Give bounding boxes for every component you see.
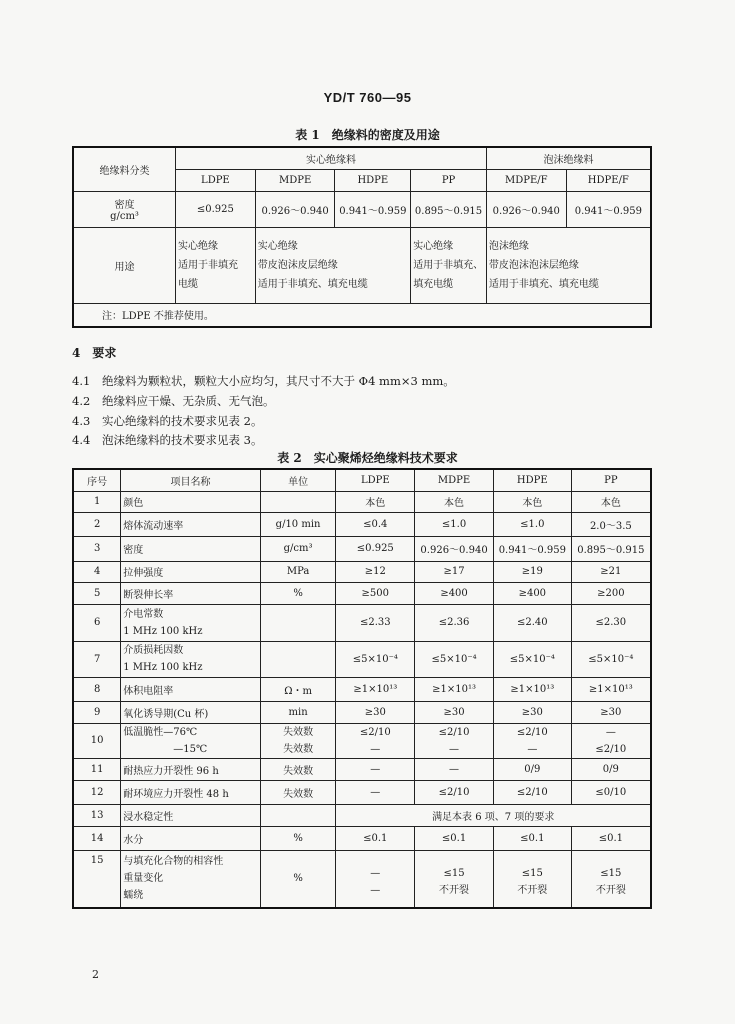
- t1-density-label: [73, 191, 176, 227]
- t2-cell: 颜色: [121, 491, 261, 512]
- t2-cell: %: [260, 850, 336, 908]
- t2-cell: 4: [73, 561, 121, 582]
- t2-cell: [415, 850, 494, 908]
- t2-cell: [260, 641, 336, 677]
- t2-cell: 5: [73, 582, 121, 604]
- t2-cell: 3: [73, 536, 121, 561]
- table-row: [73, 723, 651, 758]
- t2-header-num: 序号: [73, 469, 121, 491]
- t2-cell-merged: 满足本表 6 项、7 项的要求: [336, 804, 651, 826]
- t2-cell: ≤2.33: [336, 604, 415, 641]
- table2-caption: 表 2 实心聚烯烃绝缘料技术要求: [277, 451, 458, 465]
- t2-header-ldpe: LDPE: [336, 469, 415, 491]
- requirement-num: 4.1: [72, 374, 91, 388]
- t2-cell: [336, 723, 415, 758]
- t2-cell: 本色: [336, 491, 415, 512]
- t2-header-hdpe: HDPE: [493, 469, 571, 491]
- t2-cell: 浸水稳定性: [121, 804, 261, 826]
- t2-cell-line: 介质损耗因数: [123, 645, 184, 656]
- table-row: [73, 582, 651, 604]
- t1-density-hdpe-f: 0.941～0.959: [566, 191, 651, 227]
- t2-cell-line: 失效数: [283, 743, 314, 755]
- t2-cell: [336, 850, 415, 908]
- t2-cell: ≤0.1: [415, 826, 494, 850]
- t2-cell: 2: [73, 512, 121, 536]
- t2-cell: ≥400: [415, 582, 494, 604]
- t2-cell-line: —: [370, 743, 381, 755]
- t2-cell: [415, 723, 494, 758]
- t2-cell-line: ≤15: [521, 867, 543, 879]
- t2-cell-line: 失效数: [283, 726, 314, 738]
- t2-cell: 0.941～0.959: [493, 536, 571, 561]
- table-row: [73, 677, 651, 701]
- table-row: [73, 561, 651, 582]
- t2-cell-line: —: [370, 867, 381, 879]
- t1-usage-pp-line: 适用于非填充、: [413, 259, 484, 271]
- t2-cell: [260, 604, 336, 641]
- t2-cell: Ω・m: [260, 677, 336, 701]
- table-row: [73, 758, 651, 780]
- t2-cell: 9: [73, 701, 121, 723]
- t2-cell: 0.895～0.915: [571, 536, 651, 561]
- t1-note: 注：LDPE 不推荐使用。: [73, 303, 651, 327]
- t2-cell-line: 介电常数: [123, 608, 164, 620]
- requirement-item: [72, 413, 262, 429]
- t2-cell-line: 不开裂: [595, 884, 626, 896]
- t2-cell: ≥1×10¹³: [336, 677, 415, 701]
- t2-header-mdpe: MDPE: [415, 469, 494, 491]
- t2-cell: 耐环境应力开裂性 48 h: [121, 780, 261, 804]
- t2-cell: [260, 723, 336, 758]
- t2-cell: 体积电阻率: [121, 677, 261, 701]
- table-row: [73, 604, 651, 641]
- t2-cell: ≤1.0: [415, 512, 494, 536]
- t2-cell: ≥1×10¹³: [415, 677, 494, 701]
- t1-usage-ldpe-line: 电缆: [178, 278, 199, 290]
- t2-cell: ≥1×10¹³: [493, 677, 571, 701]
- t2-cell: 本色: [493, 491, 571, 512]
- t2-cell: 15: [73, 850, 121, 908]
- t2-cell: ≥400: [493, 582, 571, 604]
- t1-usage-ldpe-line: 适用于非填充: [178, 259, 239, 271]
- t2-cell: 0.926～0.940: [415, 536, 494, 561]
- t2-cell: 0/9: [493, 758, 571, 780]
- t2-cell: ≤2.36: [415, 604, 494, 641]
- t2-cell-line: —: [527, 743, 538, 755]
- t2-cell: ≥12: [336, 561, 415, 582]
- table-row: [73, 804, 651, 826]
- t2-cell-line: —15℃: [173, 743, 208, 755]
- t1-usage-pp-line: 填充电缆: [413, 278, 454, 290]
- t2-cell: 本色: [571, 491, 651, 512]
- t2-cell-line: ≤15: [600, 867, 622, 879]
- requirement-text: 泡沫绝缘料的技术要求见表 3。: [102, 433, 263, 447]
- table1-caption: 表 1 绝缘料的密度及用途: [295, 128, 440, 142]
- t2-cell: ≤0.1: [493, 826, 571, 850]
- t1-usage-foam: [486, 227, 651, 303]
- t2-cell: ≤0.1: [336, 826, 415, 850]
- requirement-item: [72, 432, 262, 448]
- t2-cell: ≥30: [336, 701, 415, 723]
- t2-cell: 熔体流动速率: [121, 512, 261, 536]
- t1-usage-foam-line: 带皮泡沫泡沫层绝缘: [488, 259, 579, 271]
- t2-cell: 2.0～3.5: [571, 512, 651, 536]
- t2-cell: [493, 723, 571, 758]
- t2-cell: 断裂伸长率: [121, 582, 261, 604]
- t2-cell: ≤0.1: [571, 826, 651, 850]
- table-row: [73, 512, 651, 536]
- t2-cell: ≤5×10⁻⁴: [415, 641, 494, 677]
- t2-cell: min: [260, 701, 336, 723]
- t2-cell-line: ≤15: [443, 867, 465, 879]
- t1-usage-pp: [411, 227, 487, 303]
- table1: [72, 146, 652, 328]
- t2-cell: ≥19: [493, 561, 571, 582]
- requirement-item: [72, 373, 455, 389]
- t2-cell: MPa: [260, 561, 336, 582]
- t2-cell-line: —: [449, 743, 460, 755]
- t2-cell-line: ≤2/10: [438, 726, 470, 738]
- t2-cell: ≤2/10: [493, 780, 571, 804]
- t1-col-hdpe: HDPE: [335, 169, 411, 191]
- t2-cell: —: [336, 780, 415, 804]
- t2-cell-line: 低温脆性—76℃: [123, 726, 198, 738]
- t2-cell: 7: [73, 641, 121, 677]
- t2-cell: 0/9: [571, 758, 651, 780]
- table-row: [73, 826, 651, 850]
- t2-cell: ≤5×10⁻⁴: [571, 641, 651, 677]
- t1-density-pp: 0.895～0.915: [411, 191, 487, 227]
- t2-cell: ≥30: [493, 701, 571, 723]
- t2-cell-line: ≤2/10: [595, 743, 627, 755]
- t2-cell: ≤1.0: [493, 512, 571, 536]
- section4-title: 4 要求: [72, 346, 117, 360]
- table-row: [73, 780, 651, 804]
- t2-cell-line: 不开裂: [517, 884, 548, 896]
- t1-category-header: 绝缘料分类: [73, 147, 176, 191]
- t2-cell: ≥21: [571, 561, 651, 582]
- t2-cell: [260, 491, 336, 512]
- t1-density-hdpe: 0.941～0.959: [335, 191, 411, 227]
- table-row: [73, 641, 651, 677]
- t2-cell: [121, 641, 261, 677]
- t2-cell: 失效数: [260, 780, 336, 804]
- t2-cell: 13: [73, 804, 121, 826]
- t2-cell: [571, 723, 651, 758]
- t2-cell-line: ≤2/10: [516, 726, 548, 738]
- t2-cell: 失效数: [260, 758, 336, 780]
- t2-cell: g/cm³: [260, 536, 336, 561]
- t1-density-label-name: 密度: [114, 200, 135, 211]
- t2-cell-line: 1 MHz 100 kHz: [123, 625, 203, 637]
- t2-cell: ≤2/10: [415, 780, 494, 804]
- t2-cell: 本色: [415, 491, 494, 512]
- t2-cell: 耐热应力开裂性 96 h: [121, 758, 261, 780]
- t2-cell-line: ≤2/10: [359, 726, 391, 738]
- requirement-text: 绝缘料应干燥、无杂质、无气泡。: [102, 394, 275, 408]
- t2-cell: ≥200: [571, 582, 651, 604]
- t2-cell: —: [415, 758, 494, 780]
- t2-header-pp: PP: [571, 469, 651, 491]
- t1-foam-header: 泡沫绝缘料: [486, 147, 651, 169]
- t1-usage-ldpe-line: 实心绝缘: [178, 240, 219, 252]
- table-row: [73, 491, 651, 512]
- t2-cell-line: 与填充化合物的相容性: [123, 856, 224, 868]
- t2-cell: ≤5×10⁻⁴: [493, 641, 571, 677]
- t1-usage-pp-line: 实心绝缘: [413, 240, 454, 252]
- t2-cell: g/10 min: [260, 512, 336, 536]
- t2-cell-line: 1 MHz 100 kHz: [123, 662, 203, 673]
- t2-cell: 10: [73, 723, 121, 758]
- t1-usage-foam-line: 适用于非填充、填充电缆: [488, 278, 599, 290]
- t2-cell: [260, 804, 336, 826]
- t1-usage-mdpe-hdpe-line: 带皮泡沫皮层绝缘: [257, 259, 338, 271]
- table-row: [73, 536, 651, 561]
- t1-usage-mdpe-hdpe-line: 实心绝缘: [257, 240, 298, 252]
- t2-cell: ≤2.40: [493, 604, 571, 641]
- t2-cell: 14: [73, 826, 121, 850]
- t2-cell: 6: [73, 604, 121, 641]
- t2-header-name: 项目名称: [121, 469, 261, 491]
- t2-cell: [493, 850, 571, 908]
- t2-cell: ≥30: [571, 701, 651, 723]
- t2-cell: ≤5×10⁻⁴: [336, 641, 415, 677]
- t2-header-unit: 单位: [260, 469, 336, 491]
- t2-cell: [571, 850, 651, 908]
- table2: [72, 468, 652, 909]
- t2-cell: 1: [73, 491, 121, 512]
- t2-cell: ≥1×10¹³: [571, 677, 651, 701]
- requirement-num: 4.4: [72, 433, 91, 447]
- t1-usage-ldpe: [176, 227, 256, 303]
- t1-density-mdpe-f: 0.926～0.940: [486, 191, 566, 227]
- t2-cell: 氧化诱导期(Cu 杯): [121, 701, 261, 723]
- t1-col-pp: PP: [411, 169, 487, 191]
- t2-cell: [121, 604, 261, 641]
- t2-cell-line: —: [605, 726, 616, 738]
- t1-col-mdpe: MDPE: [255, 169, 335, 191]
- t2-cell: ≤2.30: [571, 604, 651, 641]
- page-number: 2: [92, 968, 99, 981]
- t2-cell: ≥500: [336, 582, 415, 604]
- t2-cell: ≤0/10: [571, 780, 651, 804]
- t2-cell: %: [260, 582, 336, 604]
- t2-cell: 拉伸强度: [121, 561, 261, 582]
- t2-cell: %: [260, 826, 336, 850]
- t1-col-ldpe: LDPE: [176, 169, 256, 191]
- t2-cell-line: —: [370, 884, 381, 896]
- t2-cell: ≤0.4: [336, 512, 415, 536]
- t2-cell-line: 不开裂: [439, 884, 470, 896]
- t1-density-label-unit: g/cm³: [110, 211, 139, 222]
- t1-density-mdpe: 0.926～0.940: [255, 191, 335, 227]
- t1-col-hdpe-f: HDPE/F: [566, 169, 651, 191]
- table-row: [73, 701, 651, 723]
- t2-cell-line: 蠕绕: [123, 890, 144, 902]
- table-row: [73, 850, 651, 908]
- t2-cell: [121, 723, 261, 758]
- t2-cell-line: 重量变化: [123, 873, 164, 885]
- t1-solid-header: 实心绝缘料: [176, 147, 487, 169]
- requirement-text: 绝缘料为颗粒状，颗粒大小应均匀，其尺寸不大于 Φ4 mm×3 mm。: [102, 374, 455, 388]
- requirement-text: 实心绝缘料的技术要求见表 2。: [102, 414, 263, 428]
- t2-cell: 12: [73, 780, 121, 804]
- requirement-num: 4.3: [72, 414, 91, 428]
- t2-cell: ≥17: [415, 561, 494, 582]
- t2-cell: 8: [73, 677, 121, 701]
- t1-col-mdpe-f: MDPE/F: [486, 169, 566, 191]
- t2-cell: ≥30: [415, 701, 494, 723]
- t2-cell: ≤0.925: [336, 536, 415, 561]
- t1-usage-label: 用途: [73, 227, 176, 303]
- t2-cell: 11: [73, 758, 121, 780]
- requirement-item: [72, 393, 275, 409]
- t1-usage-foam-line: 泡沫绝缘: [488, 240, 529, 252]
- t1-usage-mdpe-hdpe: [255, 227, 410, 303]
- t2-cell: 密度: [121, 536, 261, 561]
- standard-header: YD/T 760—95: [323, 90, 412, 105]
- t2-cell: 水分: [121, 826, 261, 850]
- t1-usage-mdpe-hdpe-line: 适用于非填充、填充电缆: [257, 278, 368, 290]
- t1-density-ldpe: ≤0.925: [176, 191, 256, 227]
- requirement-num: 4.2: [72, 394, 91, 408]
- t2-cell: —: [336, 758, 415, 780]
- t2-cell: [121, 850, 261, 908]
